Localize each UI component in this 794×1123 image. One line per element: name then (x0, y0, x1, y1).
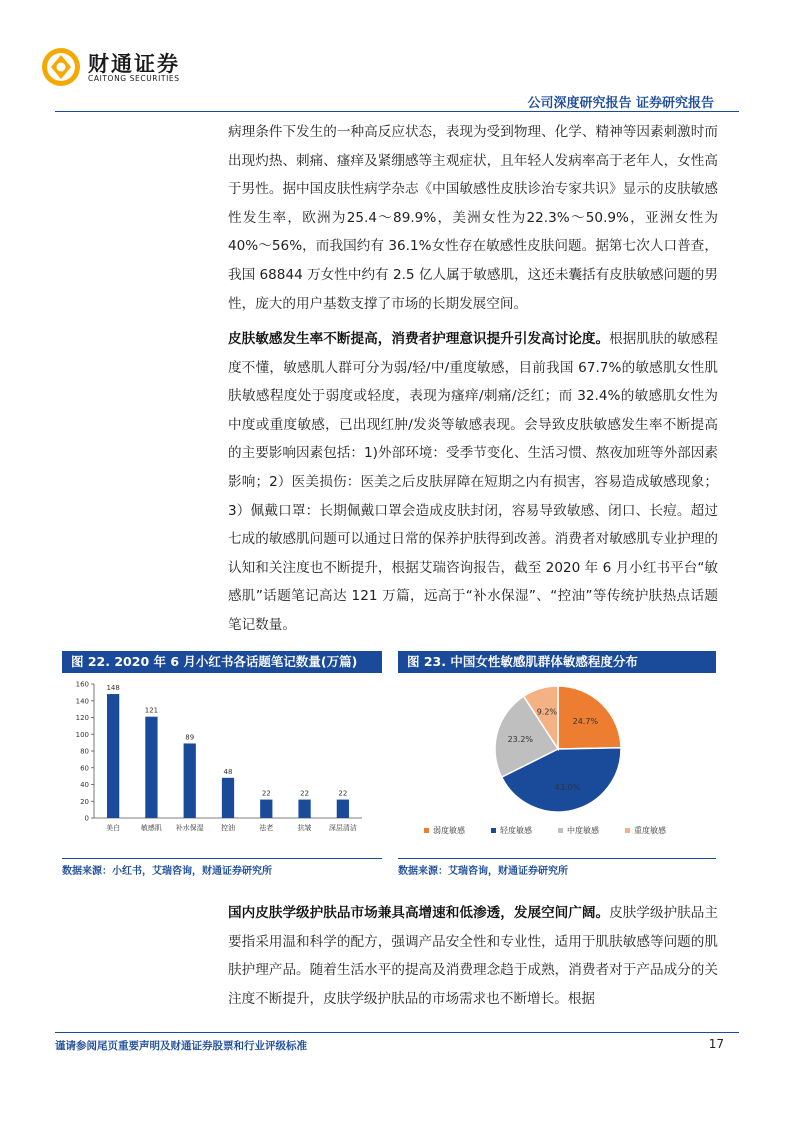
y-tick-label: 60 (80, 764, 89, 773)
y-tick-label: 120 (75, 714, 89, 722)
bar-value-label: 89 (185, 733, 195, 742)
paragraph-sensitive-skin-definition (228, 118, 718, 318)
pie-value-label: 23.2% (507, 734, 534, 744)
bar-value-label: 148 (106, 684, 120, 693)
bar (260, 800, 272, 818)
bar (145, 717, 157, 818)
page-number: 17 (708, 1037, 724, 1051)
y-tick-label: 40 (80, 781, 89, 789)
bar-value-label: 22 (300, 789, 310, 798)
legend-swatch (625, 828, 630, 833)
figure-23-source: 数据来源：艾瑞咨询，财通证券研究所 (398, 866, 568, 877)
x-category-label: 敏感肌 (140, 824, 162, 832)
x-category-label: 补水保湿 (175, 824, 204, 832)
footer-disclaimer: 谨请参阅尾页重要声明及财通证券股票和行业评级标准 (55, 1040, 307, 1052)
header-divider (55, 111, 739, 112)
bar-value-label: 22 (261, 789, 271, 798)
y-tick-label: 160 (75, 680, 89, 689)
y-tick-label: 20 (80, 797, 89, 806)
paragraph-dermatological-skincare (228, 899, 718, 1013)
y-tick-label: 140 (75, 697, 89, 706)
x-category-label: 祛老 (259, 824, 274, 832)
legend-label: 重度敏感 (634, 826, 666, 835)
pie-value-label: 24.7% (572, 717, 599, 727)
y-tick-label: 0 (84, 814, 89, 823)
logo-chinese-name: 财通证券 (88, 52, 180, 76)
figure-23-bottom-rule (398, 858, 716, 859)
bar-chart-topic-notes (62, 676, 382, 854)
figure-23-title: 图 23. 中国女性敏感肌群体敏感程度分布 (398, 651, 716, 673)
x-category-label: 美白 (106, 824, 121, 832)
bar-value-label: 48 (223, 767, 233, 776)
x-category-label: 抗皱 (297, 824, 312, 832)
x-category-label: 深层清洁 (328, 824, 357, 832)
pie-value-label: 43.0% (554, 782, 581, 792)
y-tick-label: 100 (75, 730, 89, 739)
bar (337, 800, 349, 818)
paragraph-text: 病理条件下发生的一种高反应状态，表现为受到物理、化学、精神等因素刺激时而出现灼热、刺痛、瘙痒及紧绷感等主观症状，且年轻人发病率高于老年人，女性高于男性。据中国皮肤性病学杂志《中国敏感性皮肤诊治专家共识》显示的皮肤敏感性发生率，欧洲为25.4～89.9%，美洲女性为22.3%～50.9%，亚洲女性为 40%～56%，而我国约有 36.1%女性存在敏感性皮肤问题。据第七次人口普查，我国 68844 万女性中约有 2.5 亿人属于敏感肌，这还未囊括有皮肤敏感问题的男性，庞大的用户基数支撑了市场的长期发展空间。 (228, 124, 718, 312)
paragraph-lead: 国内皮肤学级护肤品市场兼具高增速和低渗透，发展空间广阔。 (228, 905, 610, 921)
paragraph-sensitivity-rising (228, 325, 718, 640)
bar (107, 694, 119, 818)
paragraph-text: 根据肌肤的敏感程度不懂，敏感肌人群可分为弱/轻/中/重度敏感，目前我国 67.7%的敏感肌女性肌肤敏感程度处于弱度或轻度，表现为瘙痒/刺痛/泛红；而 32.4%的敏感肌女性为中度或重度敏感，已出现红肿/发炎等敏感表现。会导致皮肤敏感发生率不断提高的主要影响因素包括：1)外部环境：受季节变化、生活习惯、熬夜加班等外部因素影响；2）医美损伤：医美之后皮肤屏障在短期之内有损害，容易造成敏感现象；3）佩戴口罩：长期佩戴口罩会造成皮肤封闭，容易导致敏感、闭口、长痘。超过七成的敏感肌问题可以通过日常的保养护肤得到改善。消费者对敏感肌专业护理的认知和关注度也不断提升，根据艾瑞咨询报告，截至 2020 年 6 月小红书平台“敏感肌”话题笔记高达 121 万篇，远高于“补水保湿”、“控油”等传统护肤热点话题笔记数量。 (228, 331, 718, 633)
report-type-label: 公司深度研究报告 证券研究报告 (527, 96, 714, 111)
bar-value-label: 22 (338, 789, 348, 798)
paragraph-lead: 皮肤敏感发生率不断提高，消费者护理意识提升引发高讨论度。 (228, 331, 610, 347)
caitong-logo-icon (40, 46, 82, 88)
legend-swatch (491, 828, 496, 833)
legend-label: 中度敏感 (567, 826, 599, 835)
legend-swatch (424, 828, 429, 833)
figure-22-bottom-rule (62, 858, 382, 859)
logo-english-name: CAITONG SECURITIES (88, 74, 180, 83)
legend-label: 轻度敏感 (500, 826, 532, 835)
bar-value-label: 121 (144, 706, 159, 715)
legend-swatch (558, 828, 563, 833)
pie-value-label: 9.2% (536, 707, 558, 717)
company-logo (40, 46, 190, 88)
y-tick-label: 80 (80, 747, 89, 756)
bar (298, 800, 310, 818)
figure-22-title: 图 22. 2020 年 6 月小红书各话题笔记数量(万篇) (62, 651, 382, 673)
legend-label: 弱度敏感 (433, 826, 465, 835)
bar (222, 778, 234, 818)
paragraph-text: 皮肤学级护肤品主要指采用温和科学的配方，强调产品安全性和专业性，适用于肌肤敏感等问题的肌肤护理产品。随着生活水平的提高及消费理念趋于成熟，消费者对于产品成分的关注度不断提升，皮肤学级护肤品的市场需求也不断增长。根据 (228, 905, 718, 1007)
pie-chart-sensitivity-distribution (398, 676, 716, 854)
x-category-label: 控油 (221, 824, 235, 832)
bar (184, 743, 196, 818)
footer-divider (55, 1032, 739, 1033)
figure-22-source: 数据来源：小红书，艾瑞咨询，财通证券研究所 (62, 866, 272, 877)
